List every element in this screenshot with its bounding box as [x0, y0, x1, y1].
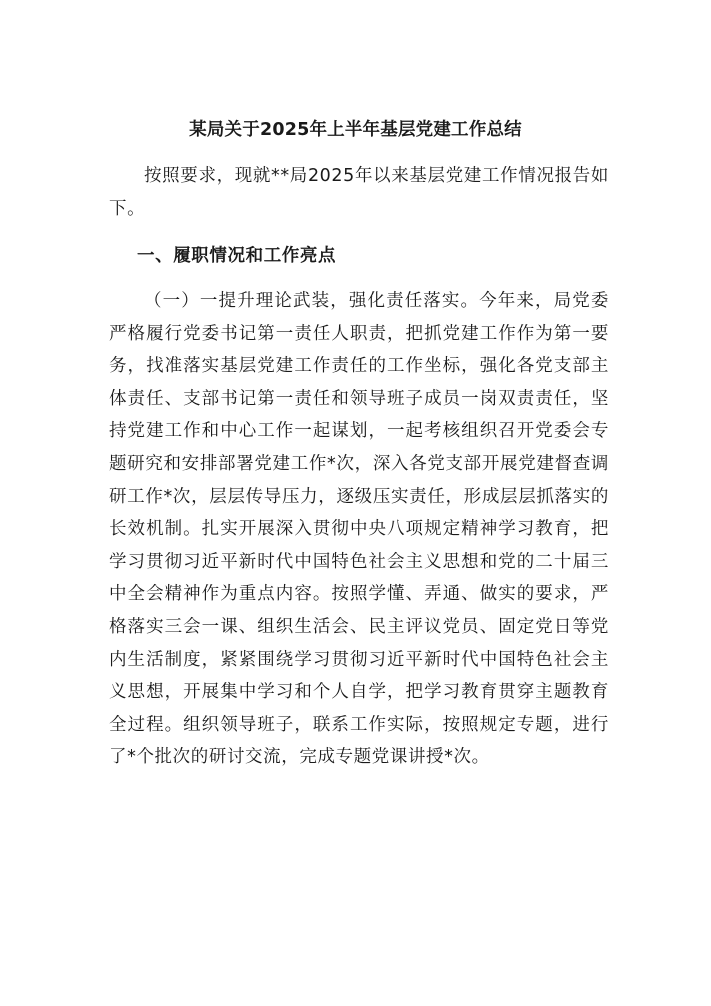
document-title: 某局关于2025年上半年基层党建工作总结: [189, 120, 522, 140]
intro-paragraph: 按照要求，现就**局2025年以来基层党建工作情况报告如下。: [109, 166, 609, 219]
body-paragraph: （一）一提升理论武装，强化责任落实。今年来，局党委严格履行党委书记第一责任人职责，把抓党建工作作为第一要务，找准落实基层党建工作责任的工作坐标，强化各党支部主体责任、支部书记第一责任和领导班子成员一岗双责责任，坚持党建工作和中心工作一起谋划，一起考核组织召开党委会专题研究和安排部署党建工作*次，深入各党支部开展党建督查调研工作*次，层层传导压力，逐级压实责任，形成层层抓落实的长效机制。扎实开展深入贯彻中央八项规定精神学习教育，把学习贯彻习近平新时代中国特色社会主义思想和党的二十届三中全会精神作为重点内容。按照学懂、弄通、做实的要求，严格落实三会一课、组织生活会、民主评议党员、固定党日等党内生活制度，紧紧围绕学习贯彻习近平新时代中国特色社会主义思想，开展集中学习和个人自学，把学习教育贯穿主题教育全过程。组织领导班子，联系工作实际，按照规定专题，进行了*个批次的研讨交流，完成专题党课讲授*次。: [109, 291, 609, 768]
section-heading: 一、履职情况和工作亮点: [137, 246, 337, 266]
